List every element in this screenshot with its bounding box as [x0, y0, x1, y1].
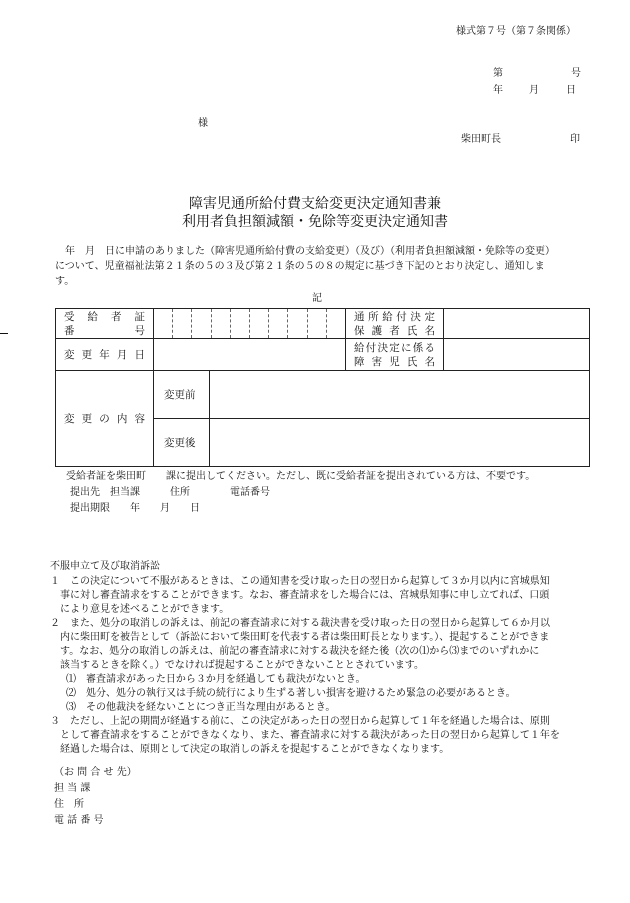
appeal-heading: 不服申立て及び取消訴訟: [50, 561, 160, 572]
issuer-seal: 印: [570, 134, 580, 145]
contact-dept: 担 当 課: [54, 783, 91, 794]
submit-note: 受給者証を柴田町 課に提出してください。ただし、既に受給者証を提出されている方は、不要です。: [66, 471, 536, 482]
ki-heading: 記: [312, 293, 322, 304]
change-date-field[interactable]: [154, 339, 346, 371]
title-line-1: 障害児通所給付費支給変更決定通知書兼: [189, 196, 441, 212]
cert-number-cells[interactable]: [154, 309, 346, 339]
appeal-p1-line-2: 事に対し審査請求をすることができます。なお、審査請求をした場合には、宮城県知事に申し立てれば、口頭: [50, 590, 550, 601]
issuer-name: 柴田町長: [461, 134, 501, 145]
appeal-p2-line-3: す。なお、処分の取消しの訴えは、前記の審査請求に対する裁決を経た後（次の⑴から⑶までのいずれかに: [50, 646, 540, 657]
after-label: 変更後: [154, 419, 210, 467]
before-label: 変更前: [154, 371, 210, 419]
guardian-name-field[interactable]: [444, 309, 590, 339]
contact-phone: 電 話 番 号: [54, 815, 104, 826]
intro-line-1: 年 月 日に申請のありました（障害児通所給付費の支給変更）（及び）（利用者負担額減額・免除等の変更）: [55, 246, 555, 257]
appeal-p3-line-1: ３ ただし、上記の期間が経過する前に、この決定があった日の翌日から起算して１年を経過した場合は、原則: [50, 716, 550, 727]
appeal-p2-line-4: 該当するときを除く。）でなければ提起することができないこととされています。: [50, 660, 424, 671]
change-form-table: [55, 308, 590, 467]
doc-number-label: 第: [493, 68, 503, 79]
appeal-p1-line-1: １ この決定について不服があるときは、この通知書を受け取った日の翌日から起算して３か月以内に宮城県知: [50, 576, 550, 587]
contact-heading: （お 問 合 せ 先）: [54, 767, 137, 778]
date-month: 月: [529, 85, 539, 96]
date-day: 日: [566, 85, 576, 96]
appeal-p1-line-3: により意見を述べることができます。: [50, 604, 230, 615]
appeal-p2-item-1: ⑴ 審査請求があった日から３か月を経過しても裁決がないとき。: [66, 674, 366, 685]
margin-mark: [0, 333, 8, 334]
doc-number-suffix: 号: [571, 68, 581, 79]
addressee-suffix: 様: [198, 118, 208, 129]
appeal-p2-line-1: ２ また、処分の取消しの訴えは、前記の審査請求に対する裁決書を受け取った日の翌日から起算して６か月以: [50, 618, 550, 629]
intro-line-3: す。: [55, 276, 75, 287]
intro-line-2: について、児童福祉法第２１条の５の３及び第２１条の５の８の規定に基づき下記のとおり決定し、通知しま: [55, 261, 545, 272]
change-date-label: 変 更 年 月 日: [56, 339, 154, 371]
after-field[interactable]: [210, 419, 590, 467]
submit-to: 提出先 担当課 住所 電話番号: [70, 487, 270, 498]
appeal-p2-item-3: ⑶ その他裁決を経ないことにつき正当な理由があるとき。: [66, 702, 336, 713]
form-number: 様式第７号（第７条関係）: [456, 26, 576, 37]
appeal-p3-line-2: として審査請求をすることができなくなり、また、審査請求に対する裁決があった日の翌日から起算して１年を: [50, 730, 560, 741]
before-field[interactable]: [210, 371, 590, 419]
cert-number-label: 受 給 者 証 番 号: [56, 309, 154, 339]
child-name-label: 給付決定に係る 障 害 児 氏 名: [346, 339, 444, 371]
submit-deadline: 提出期限 年 月 日: [70, 503, 200, 514]
child-name-field[interactable]: [444, 339, 590, 371]
date-year: 年: [493, 85, 503, 96]
contact-address: 住 所: [54, 799, 84, 810]
guardian-name-label: 通 所 給 付 決 定 保 護 者 氏 名: [346, 309, 444, 339]
appeal-p2-line-2: 内に柴田町を被告として（訴訟において柴田町を代表する者は柴田町長となります。）、提起することができま: [50, 632, 550, 643]
appeal-p3-line-3: 経過した場合は、原則として決定の取消しの訴えを提起することができなくなります。: [50, 744, 450, 755]
change-content-label: 変 更 の 内 容: [56, 371, 154, 467]
title-line-2: 利用者負担額減額・免除等変更決定通知書: [182, 214, 448, 230]
appeal-p2-item-2: ⑵ 処分、処分の執行又は手続の続行により生ずる著しい損害を避けるため緊急の必要があるとき。: [66, 688, 516, 699]
